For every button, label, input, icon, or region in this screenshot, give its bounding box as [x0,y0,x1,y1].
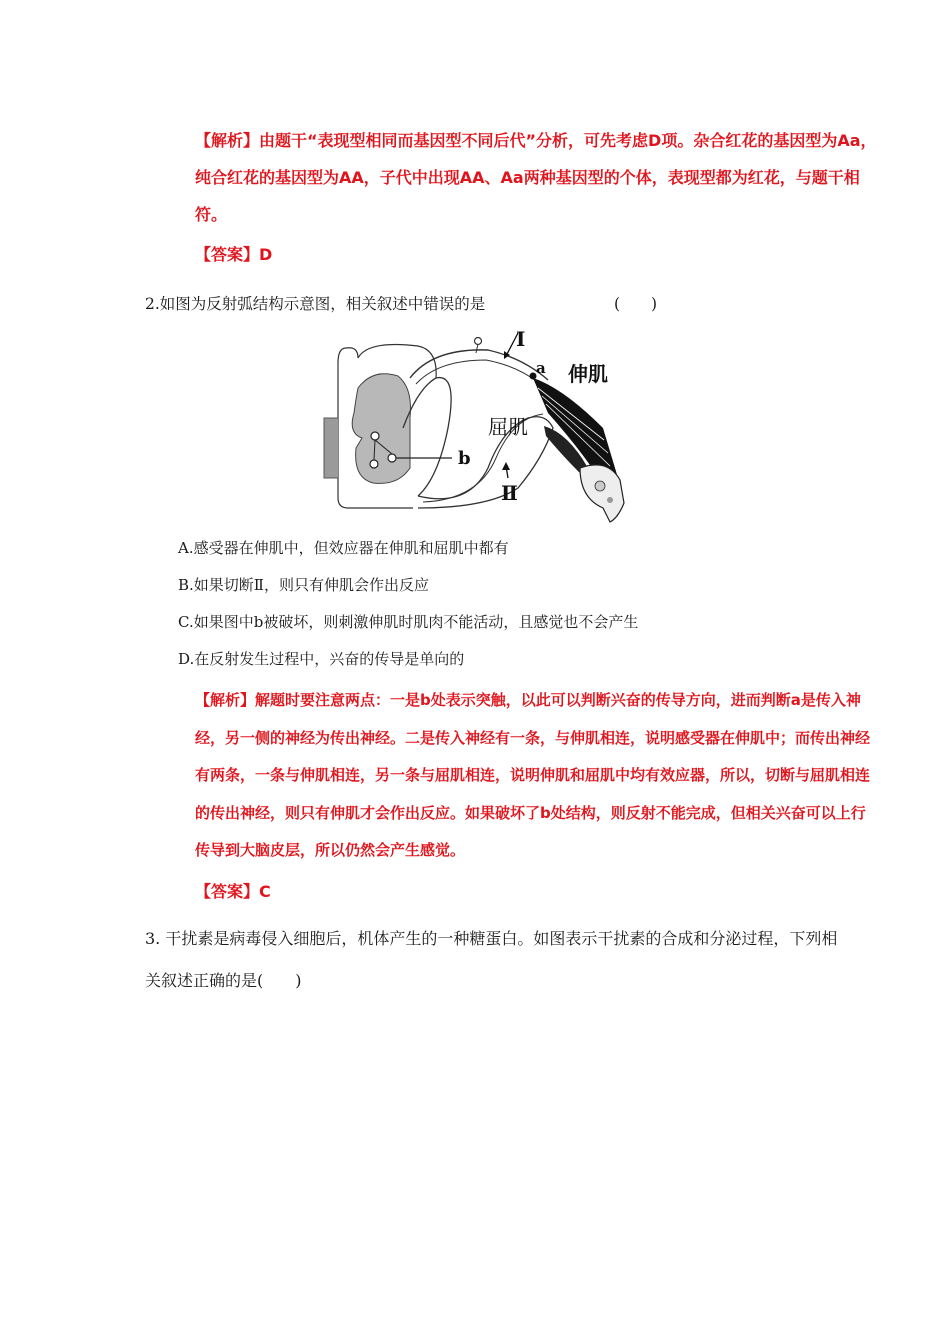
q2-answer-value: C [259,882,271,901]
gray-matter [352,374,410,484]
q1-analysis-text: 由题干“表现型相同而基因型不同后代”分析，可先考虑D项。杂合红花的基因型为Aa，纯合红花的基因型为AA，子代中出现AA、Aa两种基因型的个体，表现型都为红花，与题干相符。 [195,131,877,224]
afferent-inner [416,360,540,384]
spinal-cord-outline-right [358,345,436,379]
label-point-a: a [536,359,546,377]
q1-answer-tag: 【答案】 [195,245,260,264]
q2-stem-text: 2.如图为反射弧结构示意图，相关叙述中错误的是 [145,295,486,313]
q2-option-c: C.如果图中b被破坏，则刺激伸肌时肌肉不能活动，且感觉也不会产生 [178,613,639,631]
q1-answer [195,242,272,265]
q2-stem [145,292,485,314]
spinal-cord-lower [324,418,338,478]
motor-neuron [370,460,378,468]
q1-analysis [150,122,880,233]
q1-answer-value: D [259,245,273,264]
bone-joint [580,465,624,522]
q1-analysis-tag: 【解析】 [195,131,260,150]
q2-answer-tag: 【答案】 [195,882,260,901]
q2-analysis-tag: 【解析】 [195,691,256,709]
ganglion-cell [475,338,482,345]
q3-stem: 3. 干扰素是病毒侵入细胞后，机体产生的一种糖蛋白。如图表示干扰素的合成和分泌过程，下列相关叙述正确的是( ) [145,929,838,990]
label-point-b: b [458,448,471,469]
q2-answer [195,879,271,902]
q2-answer-bracket: ( ) [614,295,658,313]
label-nerve-2: Ⅱ [501,481,518,505]
q2-analysis [150,682,875,870]
label-flexor: 屈肌 [488,415,528,439]
q2-option-a: A.感受器在伸肌中，但效应器在伸肌和屈肌中都有 [178,539,509,557]
interneuron-1 [371,432,379,440]
q2-analysis-text: 解题时要注意两点：一是b处表示突触，以此可以判断兴奋的传导方向，进而判断a是传入神经，另一侧的神经为传出神经。二是传入神经有一条，与伸肌相连，说明感受器在伸肌中；而传出神经有两条，一条与伸肌相连，另一条与屈肌相连，说明伸肌和屈肌中均有效应器，所以，切断与屈肌相连的传出神经，则只有伸肌才会作出反应。如果破坏了b处结构，则反射不能完成，但相关兴奋可以上行传导到大脑皮层，所以仍然会产生感觉。 [195,691,871,859]
label-nerve-1: Ⅰ [516,327,526,351]
label-extensor: 伸肌 [568,362,608,386]
q2-option-d: D.在反射发生过程中，兴奋的传导是单向的 [178,650,465,668]
interneuron-2 [388,454,396,462]
q2-option-b: B.如果切断Ⅱ，则只有伸肌会作出反应 [178,576,429,594]
reflex-arc-diagram [318,318,638,528]
